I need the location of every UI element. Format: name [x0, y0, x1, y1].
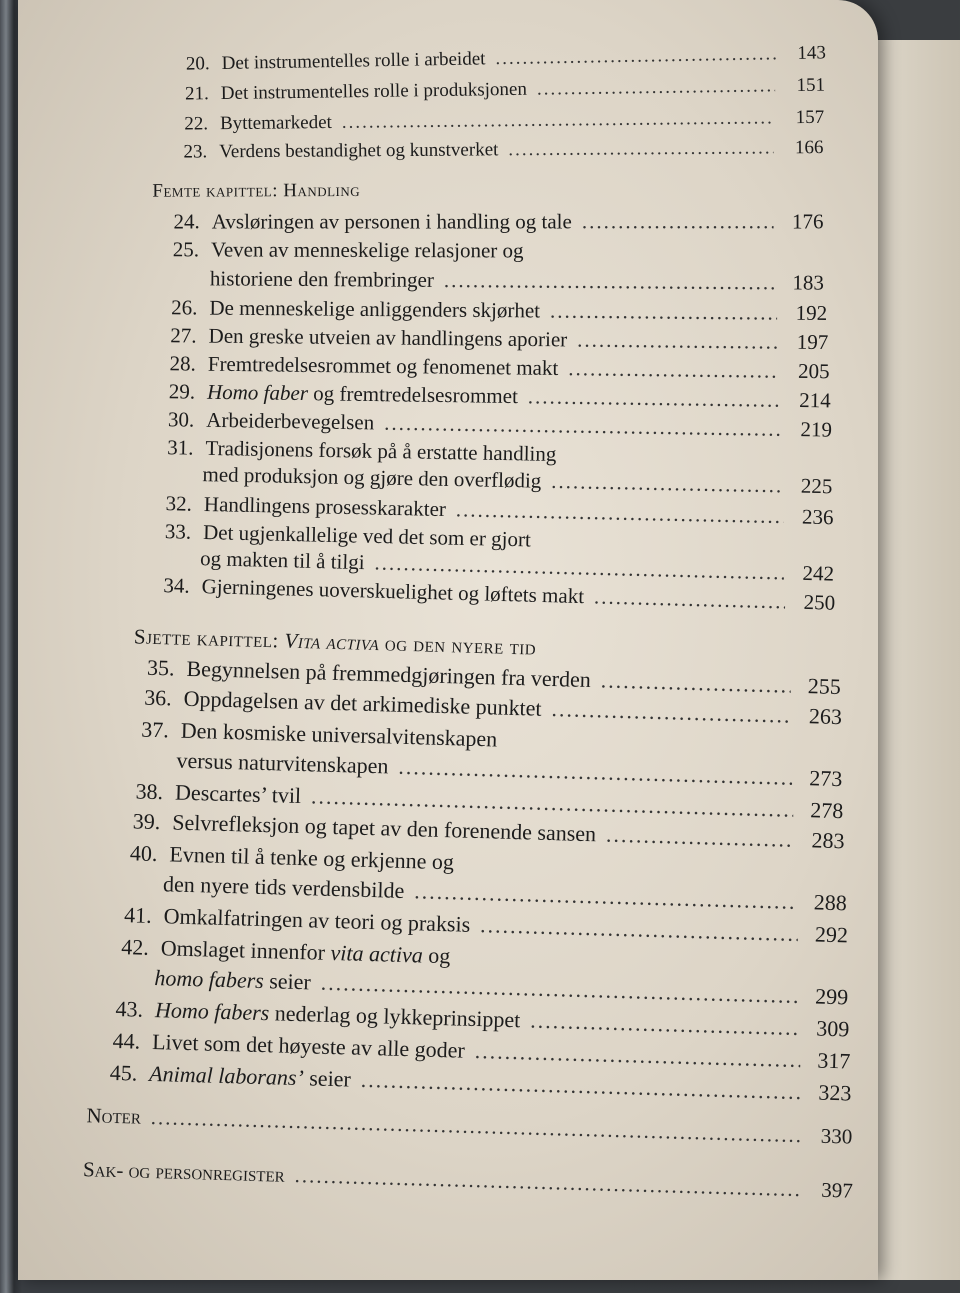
- entry-page: 299: [814, 983, 849, 1010]
- entry-number: 29.: [168, 379, 196, 404]
- entry-title: [154, 965, 311, 995]
- entry-title-italic: vita activa: [330, 939, 424, 968]
- leader-dots: [528, 384, 781, 413]
- leader-dots: [568, 356, 780, 384]
- leader-dots: [582, 209, 774, 234]
- entry-title: Noter: [86, 1103, 142, 1129]
- leader-dots: [551, 696, 792, 729]
- toc-entry-20: [186, 42, 826, 75]
- entry-number: 22.: [184, 113, 209, 135]
- entry-title-italic: Homo faber: [206, 379, 309, 406]
- entry-page: 278: [810, 797, 844, 824]
- entry-page: 273: [808, 765, 843, 792]
- entry-number: 41.: [123, 902, 153, 928]
- entry-number: 31.: [167, 435, 194, 460]
- entry-page: 151: [796, 74, 826, 97]
- entry-number: 23.: [183, 141, 208, 163]
- chapter-heading-italic: Vita activa: [284, 628, 380, 656]
- entry-number: 38.: [135, 778, 164, 805]
- toc-entry-21: [185, 75, 825, 106]
- entry-page: 166: [794, 137, 824, 159]
- chapter-heading-suffix: og den nyere tid: [378, 631, 537, 660]
- entry-title: Livet som det høyeste av alle goder: [151, 1029, 466, 1063]
- leader-dots: [342, 107, 775, 134]
- entry-title-rest: seier: [263, 968, 312, 995]
- entry-number: 34.: [163, 573, 190, 598]
- entry-title: Oppdagelsen av det arkimediske punktet: [183, 685, 542, 721]
- entry-number: 20.: [185, 53, 210, 75]
- leader-dots: [384, 411, 782, 442]
- entry-title: Det ugjenkallelige ved det som er gjort: [202, 520, 532, 552]
- entry-page: 192: [795, 300, 828, 325]
- entry-number: 27.: [170, 323, 197, 348]
- leader-dots: [606, 822, 795, 853]
- entry-title: Sak- og personregister: [82, 1157, 286, 1187]
- toc-entry-register: [83, 1157, 853, 1203]
- entry-page: 397: [820, 1177, 854, 1203]
- entry-page: 205: [797, 358, 830, 384]
- entry-title-italic: Animal laborans’: [148, 1060, 305, 1091]
- entry-number: 42.: [120, 934, 150, 960]
- leader-dots: [414, 878, 797, 915]
- toc-entry-23: [183, 137, 823, 163]
- entry-page: 283: [811, 827, 845, 854]
- leader-dots: [444, 268, 774, 295]
- entry-title: Den greske utveien av handlingens aporier: [208, 323, 568, 352]
- entry-title: Arbeiderbevegelsen: [206, 407, 375, 435]
- chapter-heading-5: Femte kapittel: Handling: [152, 179, 361, 202]
- leader-dots: [550, 299, 777, 326]
- entry-page: 309: [815, 1015, 850, 1042]
- entry-page: 323: [818, 1079, 852, 1106]
- entry-number: 40.: [129, 840, 158, 867]
- entry-number: 39.: [132, 808, 161, 835]
- entry-number: 24.: [173, 209, 200, 234]
- leader-dots: [495, 43, 776, 70]
- leader-dots: [551, 469, 783, 498]
- entry-page: 255: [807, 673, 842, 700]
- leader-dots: [398, 754, 793, 791]
- toc-entry-25-line1: [173, 237, 524, 263]
- toc-entry-24: [174, 209, 824, 234]
- entry-page: 288: [813, 889, 848, 916]
- entry-title: [155, 997, 521, 1033]
- entry-page: 197: [796, 329, 829, 355]
- entry-title: Fremtredelsesrommet og fenomenet makt: [207, 351, 559, 380]
- entry-page: 176: [792, 209, 824, 234]
- entry-title: og makten til å tilgi: [199, 546, 365, 575]
- toc-entry-noter: [86, 1103, 852, 1149]
- entry-page: 263: [808, 703, 843, 730]
- leader-dots: [530, 1008, 800, 1042]
- entry-title: Den kosmiske universalvitenskapen: [180, 717, 498, 752]
- entry-number: 33.: [164, 519, 192, 544]
- entry-page: 157: [795, 106, 825, 129]
- entry-title: Descartes’ tvil: [174, 779, 302, 809]
- toc-entry-22: [184, 107, 824, 136]
- leader-dots: [294, 1163, 803, 1202]
- entry-title-rest: og fremtredelsesrommet: [307, 381, 519, 409]
- leader-dots: [594, 584, 786, 614]
- chapter-heading-prefix: Sjette kapittel:: [133, 624, 285, 653]
- entry-page: 214: [799, 388, 831, 413]
- entry-title-prefix: Omslaget innenfor: [160, 935, 331, 965]
- entry-page: 225: [800, 473, 833, 499]
- entry-title: Handlingens prosesskarakter: [203, 491, 447, 522]
- toc-entry-28: [169, 351, 829, 384]
- entry-title: med produksjon og gjøre den overflødig: [202, 462, 542, 493]
- leader-dots: [151, 1105, 803, 1148]
- entry-title: Avsløringen av personen i handling og tale: [211, 209, 572, 234]
- entry-title: Det instrumentelles rolle i arbeidet: [221, 48, 486, 74]
- leader-dots: [508, 137, 773, 161]
- entry-title: Det instrumentelles rolle i produksjonen: [220, 78, 528, 105]
- entry-title: [149, 1061, 351, 1093]
- entry-number: 45.: [109, 1059, 138, 1086]
- entry-title: Begynnelsen på fremmedgjøringen fra verden: [186, 655, 592, 693]
- entry-number: 35.: [146, 654, 175, 681]
- entry-title: historiene den frembringer: [209, 266, 434, 292]
- entry-page: 292: [814, 921, 849, 948]
- entry-number: 25.: [172, 237, 200, 262]
- leader-dots: [474, 1038, 800, 1073]
- entry-number: 37.: [141, 716, 170, 743]
- entry-title-italic: homo fabers: [154, 965, 265, 994]
- entry-number: 30.: [167, 407, 195, 432]
- entry-number: 43.: [115, 995, 144, 1022]
- entry-page: 250: [803, 589, 836, 615]
- toc-entry-42-line1: [121, 934, 451, 969]
- entry-title: Omkalfatringen av teori og praksis: [163, 903, 471, 937]
- leader-dots: [360, 1067, 801, 1105]
- entry-number: 32.: [165, 491, 193, 516]
- entry-title: Selvrefleksjon og tapet av den forenende sansen: [171, 809, 597, 847]
- leader-dots: [456, 497, 784, 529]
- entry-page: 219: [800, 417, 833, 442]
- entry-title-italic: Homo fabers: [154, 997, 270, 1026]
- entry-title: Veven av menneskelige relasjoner og: [210, 237, 524, 263]
- entry-title: Gjerningenes uoverskuelighet og løftets makt: [201, 574, 585, 609]
- entry-title: Tradisjonens forsøk på å erstatte handling: [205, 435, 557, 466]
- leader-dots: [577, 327, 778, 354]
- leader-dots: [600, 667, 791, 698]
- entry-title: De menneskelige anliggenders skjørhet: [209, 295, 541, 323]
- entry-title: Byttemarkedet: [219, 111, 332, 135]
- entry-number: 26.: [171, 295, 198, 320]
- entry-title-suffix: og: [422, 942, 451, 969]
- entry-number: 21.: [184, 83, 210, 105]
- entry-title: Verdens bestandighet og kunstverket: [219, 139, 499, 163]
- entry-title: den nyere tids verdensbilde: [162, 871, 405, 903]
- entry-page: 143: [797, 42, 827, 64]
- entry-number: 44.: [112, 1027, 141, 1054]
- entry-page: 183: [792, 270, 825, 295]
- entry-page: 317: [817, 1047, 851, 1074]
- entry-page: 236: [801, 504, 834, 530]
- entry-page: 242: [802, 560, 835, 586]
- toc-entry-26: [171, 295, 827, 326]
- entry-title: versus naturvitenskapen: [176, 747, 389, 779]
- entry-title: [207, 380, 518, 409]
- toc-entry-25: [210, 266, 824, 295]
- toc-entry-40-line1: [130, 840, 455, 875]
- leader-dots: [480, 912, 798, 947]
- leader-dots: [537, 75, 775, 100]
- entry-title-rest: nederlag og lykkeprinsippet: [268, 1000, 521, 1033]
- toc-entry-27: [170, 323, 828, 355]
- entry-number: 28.: [169, 351, 196, 376]
- entry-number: 36.: [143, 684, 173, 711]
- entry-title-rest: seier: [303, 1065, 352, 1092]
- entry-title: Evnen til å tenke og erkjenne og: [169, 841, 455, 875]
- entry-page: 330: [820, 1123, 853, 1149]
